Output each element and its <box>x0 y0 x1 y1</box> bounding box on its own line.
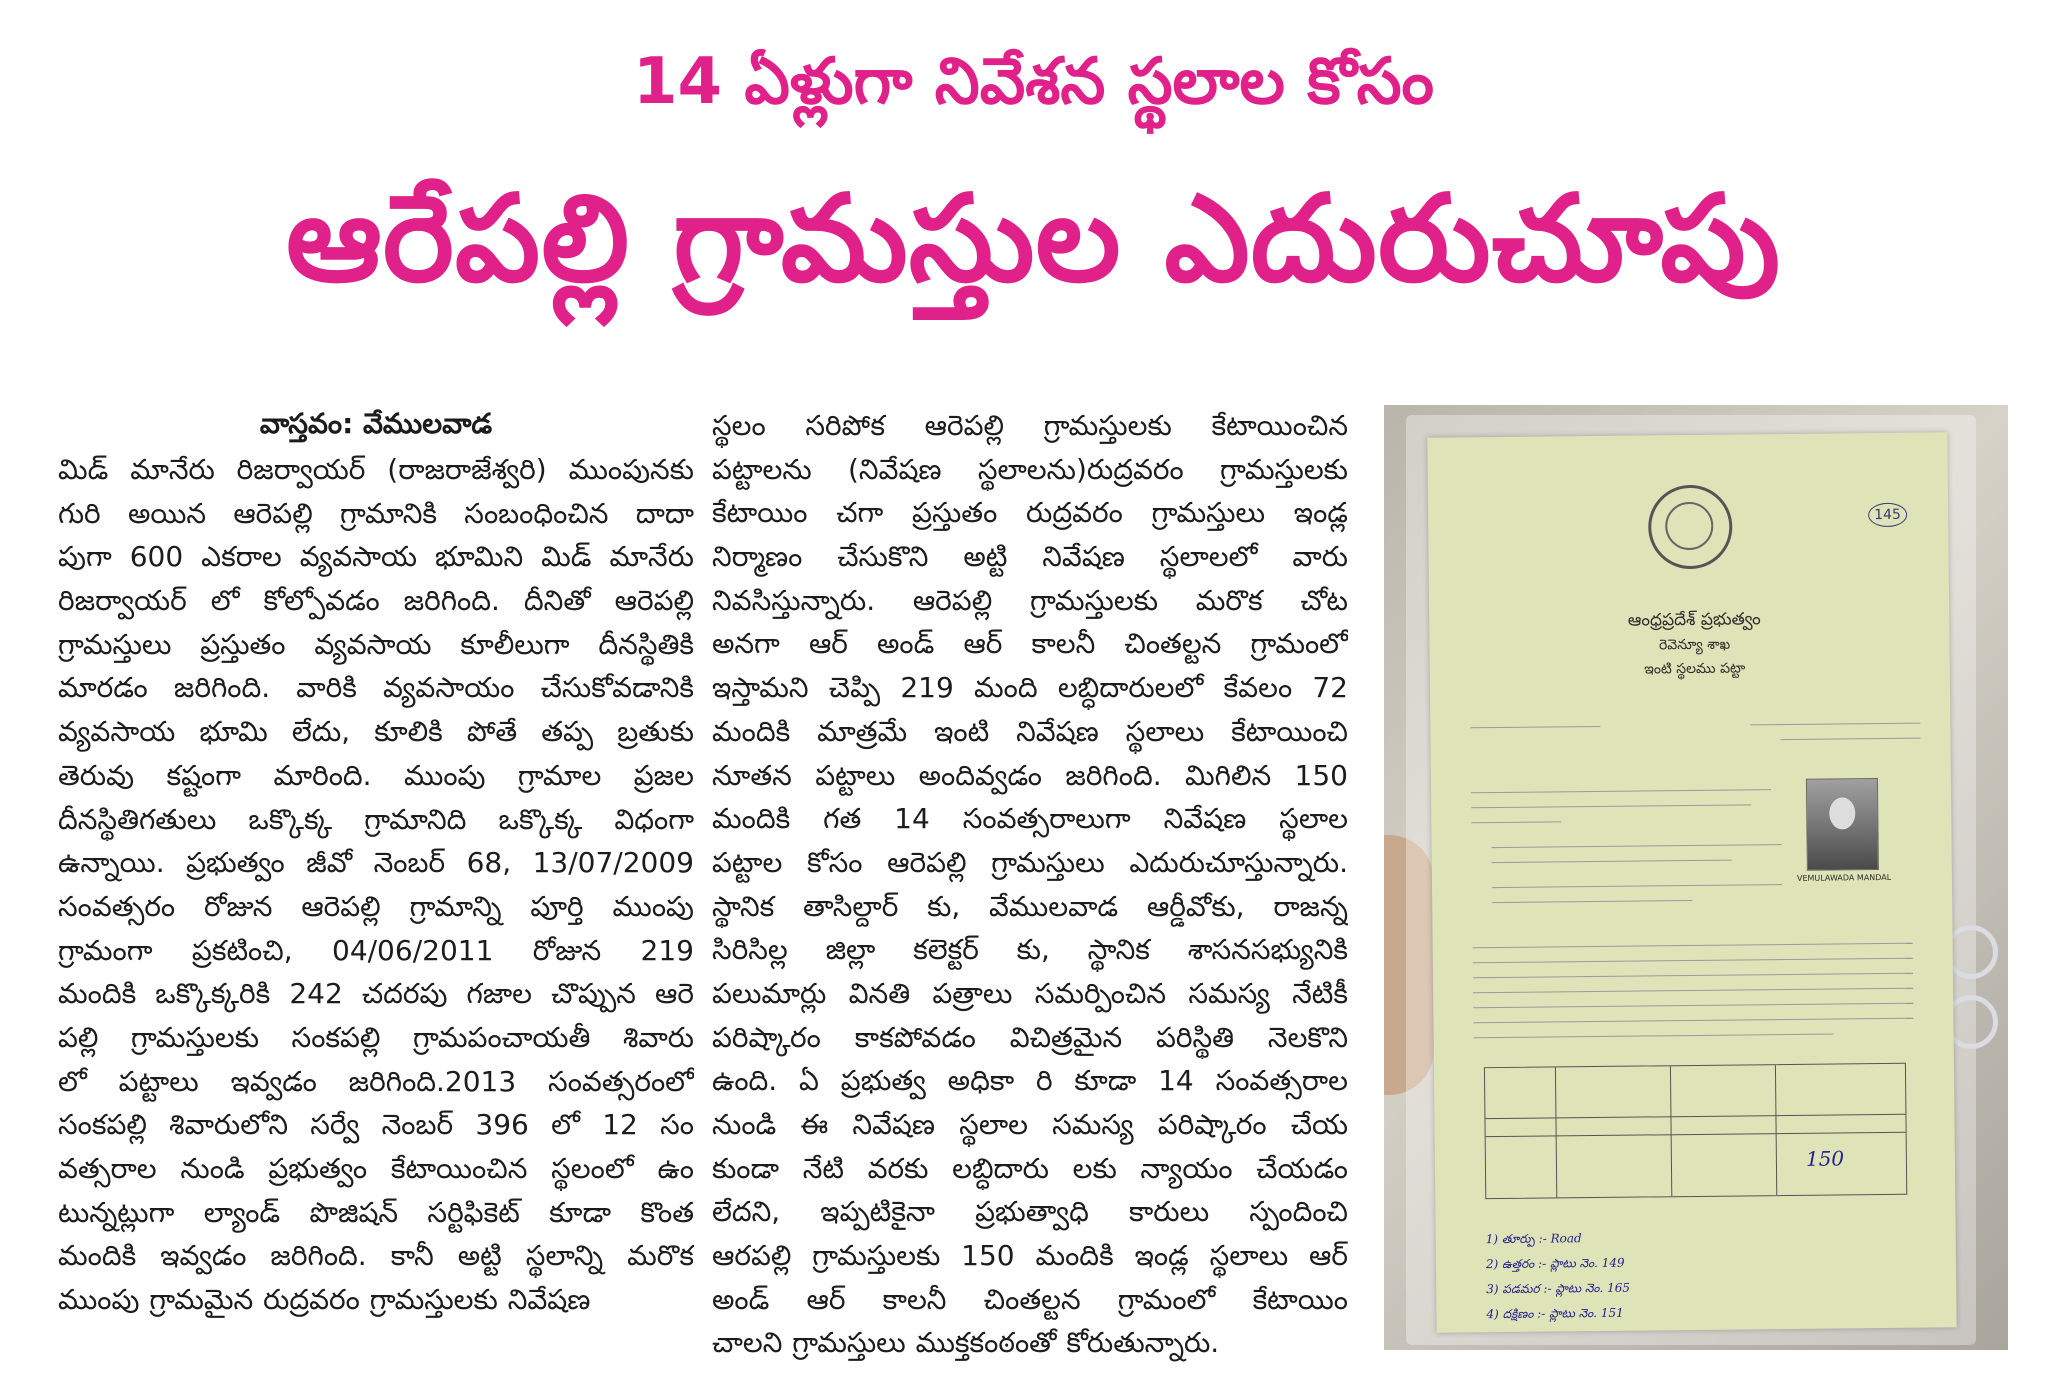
doc-text-line <box>1471 804 1751 808</box>
article-line: మారడం జరిగింది. వారికి వ్యవసాయం చేసుకోవడానికి <box>58 671 694 705</box>
article-line: మందికి ఇవ్వడం జరిగింది. కానీ అట్టి స్థలాన్ని మరొక <box>58 1239 694 1273</box>
portrait-caption: VEMULAWADA MANDAL <box>1796 872 1892 883</box>
doc-text-line <box>1492 844 1782 848</box>
article-line: స్థానిక తాసిల్దార్ కు, వేములవాడ ఆర్డీవోకు, రాజన్న <box>712 889 1348 923</box>
table-rule <box>1486 1132 1906 1137</box>
doc-text-line <box>1750 723 1920 726</box>
article-line: చాలని గ్రామస్తులు ముక్తకంఠంతో కోరుతున్నారు. <box>712 1326 1220 1360</box>
article-line: కేటాయిం చగా ప్రస్తుతం రుద్రవరం గ్రామస్తులు ఇండ్ల <box>712 496 1348 530</box>
table-rule <box>1775 1065 1777 1195</box>
doc-text-line <box>1781 738 1921 740</box>
article-line: తెరువు కష్టంగా మారింది. ముంపు గ్రామాల ప్రజల <box>58 758 694 792</box>
article-line: లో పట్టాలు ఇవ్వడం జరిగింది.2013 సంవత్సరంలో <box>58 1064 694 1098</box>
beneficiary-photo <box>1806 778 1879 871</box>
article-line: అండ్ ఆర్ కాలనీ చింతల్టన గ్రామంలో కేటాయిం <box>712 1282 1348 1316</box>
article-line: ఆరపల్లి గ్రామస్తులకు 150 మందికి ఇండ్ల స్థలాలు ఆర్ <box>712 1239 1348 1273</box>
article-line: ముంపు గ్రామమైన రుద్రవరం గ్రామస్తులకు నివేషణ <box>58 1283 591 1317</box>
article-line: నుండి ఈ నివేషణ స్థలాల సమస్య పరిష్కారం చేయ <box>712 1108 1348 1141</box>
article-line: పట్టాల కోసం ఆరెపల్లి గ్రామస్తులు ఎదురుచూస్తున్నారు. <box>712 845 1348 879</box>
doc-text-line <box>1473 988 1913 994</box>
doc-header-title: ఇంటి స్థలము పట్టా <box>1644 660 1746 678</box>
article-line: రిజర్వాయర్ లో కోల్పోవడం జరిగింది. దీనితో ఆరెపల్లి <box>58 584 694 618</box>
doc-header-dept: రెవెన్యూ శాఖ <box>1658 636 1731 654</box>
article-line: నిర్మాణం చేసుకొని అట్టి నివేషణ స్థలాలలో వారు <box>712 540 1348 574</box>
article-line: స్థలం సరిపోక ఆరెపల్లి గ్రామస్తులకు కేటాయించిన <box>712 409 1348 442</box>
article-line: కుండా నేటి వరకు లబ్ధిదారు లకు న్యాయం చేయడం <box>712 1151 1348 1185</box>
article-line: అనగా ఆర్ అండ్ ఆర్ కాలనీ చింతల్టన గ్రామంలో <box>712 627 1348 661</box>
article-line: సంకపల్లి శివారులోని సర్వే నెంబర్ 396 లో 12 సం <box>58 1108 694 1142</box>
article-line: సిరిసిల్ల జిల్లా కలెక్టర్ కు, స్థానిక శాసనసభ్యునికి <box>712 933 1348 967</box>
article-line: పుగా 600 ఎకరాల వ్యవసాయ భూమిని మిడ్ మానేరు <box>58 540 694 574</box>
boundary-west: 3) పడమర :- ప్లాటు నెం. 165 <box>1486 1280 1631 1297</box>
article-line: నూతన పట్టాలు అందివ్వడం జరిగింది. మిగిలిన 150 <box>712 758 1348 792</box>
article-line: ఇస్తామని చెప్పి 219 మంది లబ్ధిదారులలో కేవలం 72 <box>712 671 1348 705</box>
doc-header-govt: ఆంధ్రప్రదేశ్ ప్రభుత్వం <box>1627 609 1761 631</box>
doc-text-line <box>1473 1003 1913 1009</box>
doc-text-line <box>1473 973 1913 979</box>
page-number-stamp: 145 <box>1868 503 1907 527</box>
doc-text-line <box>1473 943 1913 949</box>
dateline: వాస్తవం: వేములవాడ <box>259 407 493 440</box>
article-line: లేదని, ఇప్పటికైనా ప్రభుత్వాధి కారులు స్పందించి <box>712 1195 1348 1229</box>
government-emblem-icon <box>1648 485 1733 570</box>
article-line: గ్రామస్తులు ప్రస్తుతం వ్యవసాయ కూలీలుగా దీనస్థితికి <box>58 627 694 661</box>
main-headline: ఆరేపల్లి గ్రామస్తుల ఎదురుచూపు <box>286 170 1781 309</box>
article-line: మందికి గత 14 సంవత్సరాలుగా నివేషణ స్థలాల <box>712 802 1348 836</box>
doc-text-line <box>1492 884 1782 888</box>
article-line: నివసిస్తున్నారు. ఆరెపల్లి గ్రామస్తులకు మరొక చోట <box>712 583 1348 617</box>
boundary-north: 2) ఉత్తరం :- ప్లాటు నెం. 149 <box>1485 1255 1625 1272</box>
article-line: పట్టాలను (నివేషణ స్థలాలను)రుద్రవరం గ్రామస్తులకు <box>712 452 1348 486</box>
article-line: వత్సరాల నుండి ప్రభుత్వం కేటాయించిన స్థలంలో ఉం <box>58 1152 694 1185</box>
document-photo <box>1384 405 2008 1350</box>
kicker-headline: 14 ఏళ్లుగా నివేశన స్థలాల కోసం <box>632 45 1435 119</box>
article-line: పరిష్కారం కాకపోవడం విచిత్రమైన పరిస్థితి నెలకొని <box>712 1020 1348 1054</box>
article-line: టున్నట్లుగా ల్యాండ్ పొజిషన్ సర్టిఫికెట్ కూడా కొంత <box>58 1195 694 1229</box>
doc-text-line <box>1473 1018 1913 1024</box>
boundary-south: 4) దక్షిణం :- ప్లాటు నెం. 151 <box>1486 1305 1624 1322</box>
table-rule <box>1485 1114 1905 1119</box>
article-line: గురి అయిన ఆరెపల్లి గ్రామానికి సంబంధించిన దాదా <box>58 496 694 530</box>
table-value: 150 <box>1805 1146 1845 1171</box>
article-line: పల్లి గ్రామస్తులకు సంకపల్లి గ్రామపంచాయతీ శివారు <box>58 1020 694 1054</box>
article-line: దీనస్థితిగతులు ఒక్కొక్క గ్రామానిది ఒక్కొక్క విధంగా <box>58 802 694 836</box>
table-rule <box>1670 1066 1672 1196</box>
article-column-1 <box>58 448 694 1322</box>
doc-text-line <box>1492 900 1692 903</box>
doc-text-line <box>1492 860 1732 864</box>
doc-text-line <box>1471 821 1561 823</box>
article-line: ఉన్నాయి. ప్రభుత్వం జీవో నెంబర్ 68, 13/07/2009 <box>58 846 694 880</box>
doc-text-line <box>1470 726 1600 728</box>
face-icon <box>1829 797 1855 829</box>
boundary-east: 1) తూర్పు :- Road <box>1485 1231 1582 1247</box>
article-line: గ్రామంగా ప్రకటించి, 04/06/2011 రోజున 219 <box>58 933 694 967</box>
article-line: మిడ్ మానేరు రిజర్వాయర్ (రాజరాజేశ్వరి) ముంపునకు <box>58 453 694 486</box>
doc-text-line <box>1474 1034 1834 1039</box>
article-line: పలుమార్లు వినతి పత్రాలు సమర్పించిన సమస్య నేటికీ <box>712 976 1348 1010</box>
article-line: మందికి ఒక్కొక్కరికి 242 చదరపు గజాల చొప్పున ఆరె <box>58 977 694 1011</box>
article-line: వ్యవసాయ భూమి లేదు, కూలికి పోతే తప్ప బ్రతుకు <box>58 715 694 749</box>
article-line: సంవత్సరం రోజున ఆరెపల్లి గ్రామాన్ని పూర్తి ముంపు <box>58 889 694 923</box>
doc-text-line <box>1471 789 1771 793</box>
table-rule <box>1555 1067 1557 1197</box>
article-column-2 <box>712 404 1348 1365</box>
land-patta-document <box>1427 432 1956 1332</box>
article-line: మందికి మాత్రమే ఇంటి నివేషణ స్థలాలు కేటాయించి <box>712 714 1348 748</box>
article-line: ఉంది. ఏ ప్రభుత్వ అధికా రి కూడా 14 సంవత్సరాల <box>712 1064 1348 1098</box>
doc-text-line <box>1473 958 1913 964</box>
allotment-table <box>1484 1063 1907 1199</box>
